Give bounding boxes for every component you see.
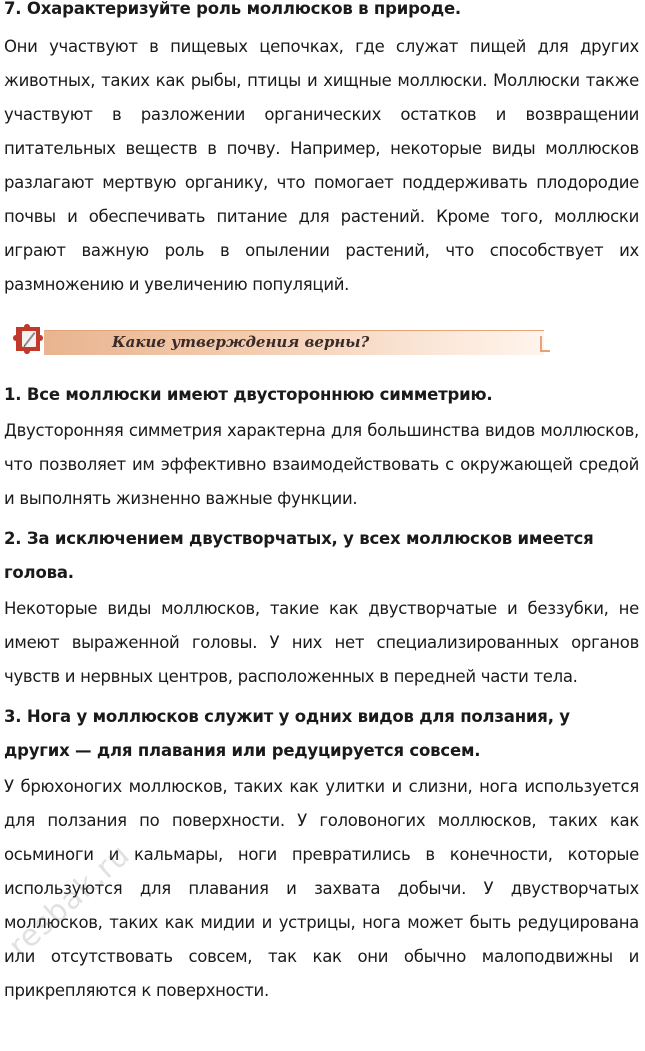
statement-heading: 2. За исключением двустворчатых, у всех моллюсков имеется голова. — [4, 529, 594, 582]
statement-answer: Некоторые виды моллюсков, такие как двустворчатые и беззубки, не имеют выраженной головы. У них нет специализированных органов чувств и нервных центров, расположенных в передней части тела. — [4, 599, 639, 686]
statement-item — [4, 378, 639, 516]
puzzle-quill-icon — [10, 319, 50, 359]
watermark-logo: resbak.ru — [2, 837, 138, 965]
question-7-heading: 7. Охарактеризуйте роль моллюсков в природе. — [4, 0, 462, 18]
statement-answer: Двусторонняя симметрия характерна для большинства видов моллюсков, что позволяет им эффективно взаимодействовать с окружающей средой и выполнять жизненно важные функции. — [4, 421, 639, 508]
banner-title: Какие утверждения верны? — [112, 333, 370, 351]
banner-strip-end — [540, 336, 550, 352]
section-banner — [4, 316, 639, 364]
statements-list — [4, 378, 639, 1008]
section-7 — [4, 0, 639, 302]
statement-heading: 1. Все моллюски имеют двустороннюю симметрию. — [4, 385, 493, 404]
statement-item — [4, 522, 639, 694]
statement-heading: 3. Нога у моллюсков служит у одних видов для ползания, у других — для плавания или редуцируется совсем. — [4, 707, 570, 760]
question-7-answer: Они участвуют в пищевых цепочках, где служат пищей для других животных, таких как рыбы, птицы и хищные моллюски. Моллюски также участвуют в разложении органических остатков и возвращении питательных веществ в почву. Например, некоторые виды моллюсков разлагают мертвую органику, что помогает поддерживать плодородие почвы и обеспечивать питание для растений. Кроме того, моллюски играют важную роль в опылении растений, что способствует их размножению и увеличению популяций. — [4, 37, 639, 294]
statement-answer: У брюхоногих моллюсков, таких как улитки и слизни, нога используется для ползания по поверхности. У головоногих моллюсков, таких как осьминоги и кальмары, ноги превратились в конечности, которые используются для плавания и захвата добычи. У двустворчатых моллюсков, таких как мидии и устрицы, нога может быть редуцирована или отсутствовать совсем, так как они обычно малоподвижны и прикрепляются к поверхности. — [4, 777, 639, 1000]
